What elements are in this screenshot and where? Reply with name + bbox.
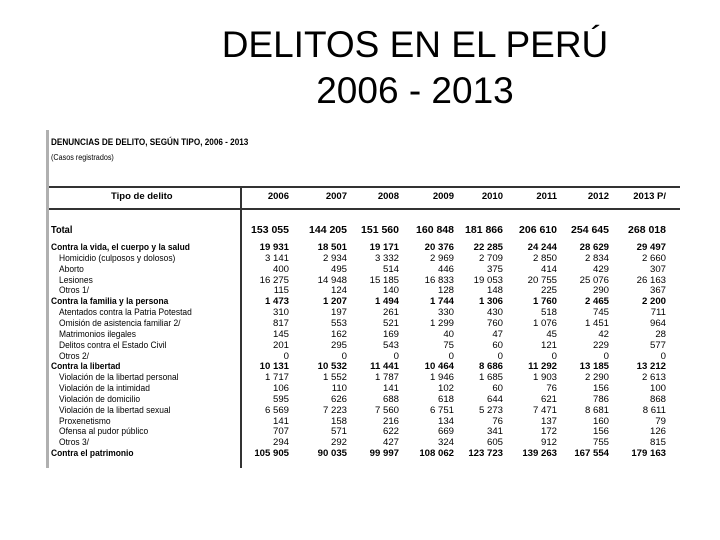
row-value: 15 185 [369,274,399,286]
row-value: 0 [341,350,347,362]
row-value: 5 273 [478,404,503,416]
row-value: 10 464 [424,361,454,373]
row-value: 216 [382,415,399,427]
row-label: Contra la libertad [51,361,121,373]
row-value: 1 306 [478,296,503,308]
row-value: 160 848 [416,224,454,236]
row-label: Contra el patrimonio [51,448,134,460]
row-value: 160 [592,415,609,427]
row-value: 99 997 [369,448,399,460]
table-row [51,308,680,318]
table-row [51,297,680,307]
row-value: 11 292 [528,361,557,373]
row-value: 19 931 [259,242,289,253]
row-value: 206 610 [519,224,557,236]
table-row [51,286,680,296]
row-value: 0 [448,350,454,362]
row-value: 605 [486,437,503,449]
row-value: 139 263 [522,448,557,460]
row-value: 0 [603,350,609,362]
row-label: Omisión de asistencia familiar 2/ [59,317,181,329]
row-value: 0 [283,350,289,362]
row-value: 1 076 [532,317,557,329]
table-row [51,352,680,362]
table-row [51,330,680,340]
row-value: 123 723 [468,448,503,460]
row-value: 2 660 [641,252,666,264]
row-value: 153 055 [251,224,289,236]
row-value: 254 645 [571,224,609,236]
row-value: 543 [382,339,399,351]
row-label: Violación de la libertad sexual [59,404,171,416]
row-value: 134 [437,415,454,427]
table-row [51,254,680,264]
row-value: 912 [540,437,557,449]
row-value: 181 866 [465,224,503,236]
row-value: 60 [492,339,503,351]
row-label: Aborto [59,263,84,275]
table-row [51,449,680,459]
header-bottom-rule [49,208,680,210]
row-value: 2 934 [322,252,347,264]
row-value: 141 [272,415,289,427]
row-value: 330 [437,307,454,319]
row-value: 172 [540,426,557,438]
row-value: 145 [272,328,289,340]
table-row [51,319,680,329]
row-value: 0 [660,350,666,362]
row-value: 1 787 [374,372,399,384]
row-value: 868 [649,393,666,405]
row-value: 786 [592,393,609,405]
row-value: 76 [546,383,557,395]
row-value: 137 [540,415,557,427]
row-value: 29 497 [636,242,666,253]
row-label: Violación de la intimidad [59,383,150,395]
row-value: 2 613 [641,372,666,384]
row-value: 1 207 [322,296,347,308]
row-value: 79 [655,415,666,427]
row-value: 167 554 [574,448,609,460]
row-value: 47 [492,328,503,340]
slide-title-line2: 2006 - 2013 [316,70,514,111]
row-value: 121 [540,339,557,351]
row-value: 22 285 [473,242,503,253]
row-value: 10 131 [259,361,289,373]
row-value: 294 [272,437,289,449]
row-value: 25 076 [579,274,609,286]
row-value: 1 903 [532,372,557,384]
row-value: 0 [497,350,503,362]
row-value: 26 163 [636,274,666,286]
column-header-type: Tipo de delito [111,191,173,202]
row-value: 3 332 [374,252,399,264]
row-value: 11 441 [370,361,399,373]
row-value: 2 465 [584,296,609,308]
table-row [51,417,680,427]
row-label: Otros 1/ [59,285,90,297]
row-value: 760 [486,317,503,329]
row-value: 295 [330,339,347,351]
row-value: 341 [486,426,503,438]
row-value: 8 611 [642,404,666,416]
row-value: 446 [437,263,454,275]
row-value: 2 709 [478,252,503,264]
row-value: 40 [443,328,454,340]
row-value: 124 [330,285,347,297]
row-value: 102 [437,383,454,395]
table-row [51,373,680,383]
row-value: 14 948 [317,274,347,286]
row-value: 514 [382,263,399,275]
row-value: 13 185 [579,361,609,373]
row-value: 151 560 [361,224,399,236]
row-value: 19 053 [473,274,503,286]
row-value: 817 [272,317,289,329]
row-value: 158 [330,415,347,427]
row-value: 375 [486,263,503,275]
row-value: 7 471 [532,404,557,416]
row-value: 20 376 [424,242,454,253]
row-value: 521 [382,317,399,329]
row-value: 618 [437,393,454,405]
row-value: 414 [540,263,557,275]
row-value: 148 [486,285,503,297]
row-value: 144 205 [309,224,347,236]
row-value: 0 [393,350,399,362]
row-value: 16 833 [424,274,454,286]
row-value: 688 [382,393,399,405]
table-row [51,384,680,394]
column-header-year: 2012 [587,191,609,202]
column-header-year: 2009 [432,191,454,202]
row-label: Proxenetismo [59,415,111,427]
table-row [51,225,680,235]
table-row [51,276,680,286]
table-row [51,341,680,351]
column-header-year: 2010 [481,191,503,202]
row-value: 2 850 [532,252,557,264]
row-value: 427 [382,437,399,449]
row-value: 16 275 [259,274,289,286]
row-value: 0 [551,350,557,362]
row-value: 126 [649,426,666,438]
row-value: 1 744 [429,296,454,308]
row-value: 711 [650,307,666,319]
row-value: 8 686 [478,361,503,373]
row-value: 156 [592,426,609,438]
row-value: 106 [272,383,289,395]
row-label: Violación de la libertad personal [59,372,179,384]
column-header-year: 2006 [267,191,289,202]
table-row [51,438,680,448]
row-value: 571 [330,426,347,438]
row-value: 1 717 [264,372,289,384]
row-value: 8 681 [584,404,609,416]
row-value: 669 [437,426,454,438]
row-value: 290 [592,285,609,297]
table-row [51,362,680,372]
crime-table-image [46,130,680,468]
row-value: 45 [546,328,557,340]
row-value: 430 [486,307,503,319]
row-value: 6 569 [264,404,289,416]
row-value: 268 018 [628,224,666,236]
row-value: 201 [272,339,289,351]
row-value: 197 [330,307,347,319]
row-value: 18 501 [317,242,347,253]
row-value: 707 [272,426,289,438]
slide-title-line1: DELITOS EN EL PERÚ [221,24,609,65]
table-row [51,406,680,416]
row-value: 2 200 [641,296,666,308]
row-value: 7 223 [322,404,347,416]
row-value: 1 299 [429,317,454,329]
row-label: Matrimonios ilegales [59,328,136,340]
row-value: 292 [330,437,347,449]
row-value: 90 035 [317,448,347,460]
row-value: 162 [330,328,347,340]
row-value: 367 [649,285,666,297]
row-value: 115 [273,285,289,297]
row-label: Otros 2/ [59,350,90,362]
row-label: Violación de domicilio [59,393,141,405]
row-label: Homicidio (culposos y dolosos) [59,252,176,264]
table-row [51,395,680,405]
row-value: 495 [330,263,347,275]
row-value: 644 [486,393,503,405]
row-value: 19 171 [369,242,399,253]
row-value: 60 [492,383,503,395]
table-subtitle: (Casos registrados) [51,153,114,162]
row-value: 75 [443,339,454,351]
row-value: 1 946 [429,372,454,384]
row-value: 745 [592,307,609,319]
row-value: 76 [492,415,503,427]
row-value: 2 969 [429,252,454,264]
row-value: 169 [382,328,399,340]
row-value: 24 244 [527,242,557,253]
column-header-year: 2011 [536,191,557,202]
row-value: 7 560 [374,404,399,416]
row-label: Atentados contra la Patria Potestad [59,307,192,319]
row-value: 1 760 [532,296,557,308]
slide-title [0,22,720,114]
row-value: 100 [649,383,666,395]
left-border [46,130,49,468]
row-value: 1 473 [264,296,289,308]
row-value: 108 062 [419,448,454,460]
row-value: 140 [382,285,399,297]
row-label: Lesiones [59,274,93,286]
row-label: Total [51,224,73,236]
row-value: 10 532 [317,361,347,373]
row-value: 28 629 [579,242,609,253]
row-value: 1 552 [322,372,347,384]
row-value: 42 [598,328,609,340]
row-value: 577 [649,339,666,351]
row-value: 1 685 [478,372,503,384]
row-value: 307 [649,263,666,275]
row-label: Otros 3/ [59,437,90,449]
row-value: 128 [437,285,454,297]
table-row [51,265,680,275]
row-value: 1 451 [584,317,609,329]
row-label: Contra la vida, el cuerpo y la salud [51,242,190,253]
row-label: Contra la familia y la persona [51,296,169,308]
header-top-rule [49,186,680,188]
row-label: Delitos contra el Estado Civil [59,339,167,351]
row-value: 595 [272,393,289,405]
row-value: 310 [272,307,289,319]
row-value: 6 751 [429,404,454,416]
row-value: 13 212 [636,361,666,373]
row-value: 225 [540,285,557,297]
row-label: Ofensa al pudor público [59,426,149,438]
row-value: 622 [382,426,399,438]
row-value: 429 [592,263,609,275]
row-value: 324 [437,437,454,449]
row-value: 2 290 [584,372,609,384]
column-header-year: 2013 P/ [633,191,666,202]
column-header-year: 2008 [377,191,399,202]
table-row [51,243,680,253]
row-value: 20 755 [527,274,557,286]
row-value: 261 [382,307,399,319]
row-value: 1 494 [374,296,399,308]
row-value: 2 834 [584,252,609,264]
row-value: 553 [330,317,347,329]
table-row [51,427,680,437]
row-value: 229 [592,339,609,351]
row-value: 626 [330,393,347,405]
row-value: 105 905 [254,448,289,460]
row-value: 964 [649,317,666,329]
row-value: 3 141 [264,252,289,264]
row-value: 179 163 [631,448,666,460]
row-value: 815 [649,437,666,449]
row-value: 156 [592,383,609,395]
row-value: 755 [592,437,609,449]
row-value: 141 [382,383,399,395]
row-value: 28 [655,328,666,340]
row-value: 621 [540,393,557,405]
table-title: DENUNCIAS DE DELITO, SEGÚN TIPO, 2006 - 2013 [51,137,249,148]
column-header-year: 2007 [325,191,347,202]
row-value: 400 [272,263,289,275]
row-value: 110 [331,383,347,395]
row-value: 518 [540,307,557,319]
